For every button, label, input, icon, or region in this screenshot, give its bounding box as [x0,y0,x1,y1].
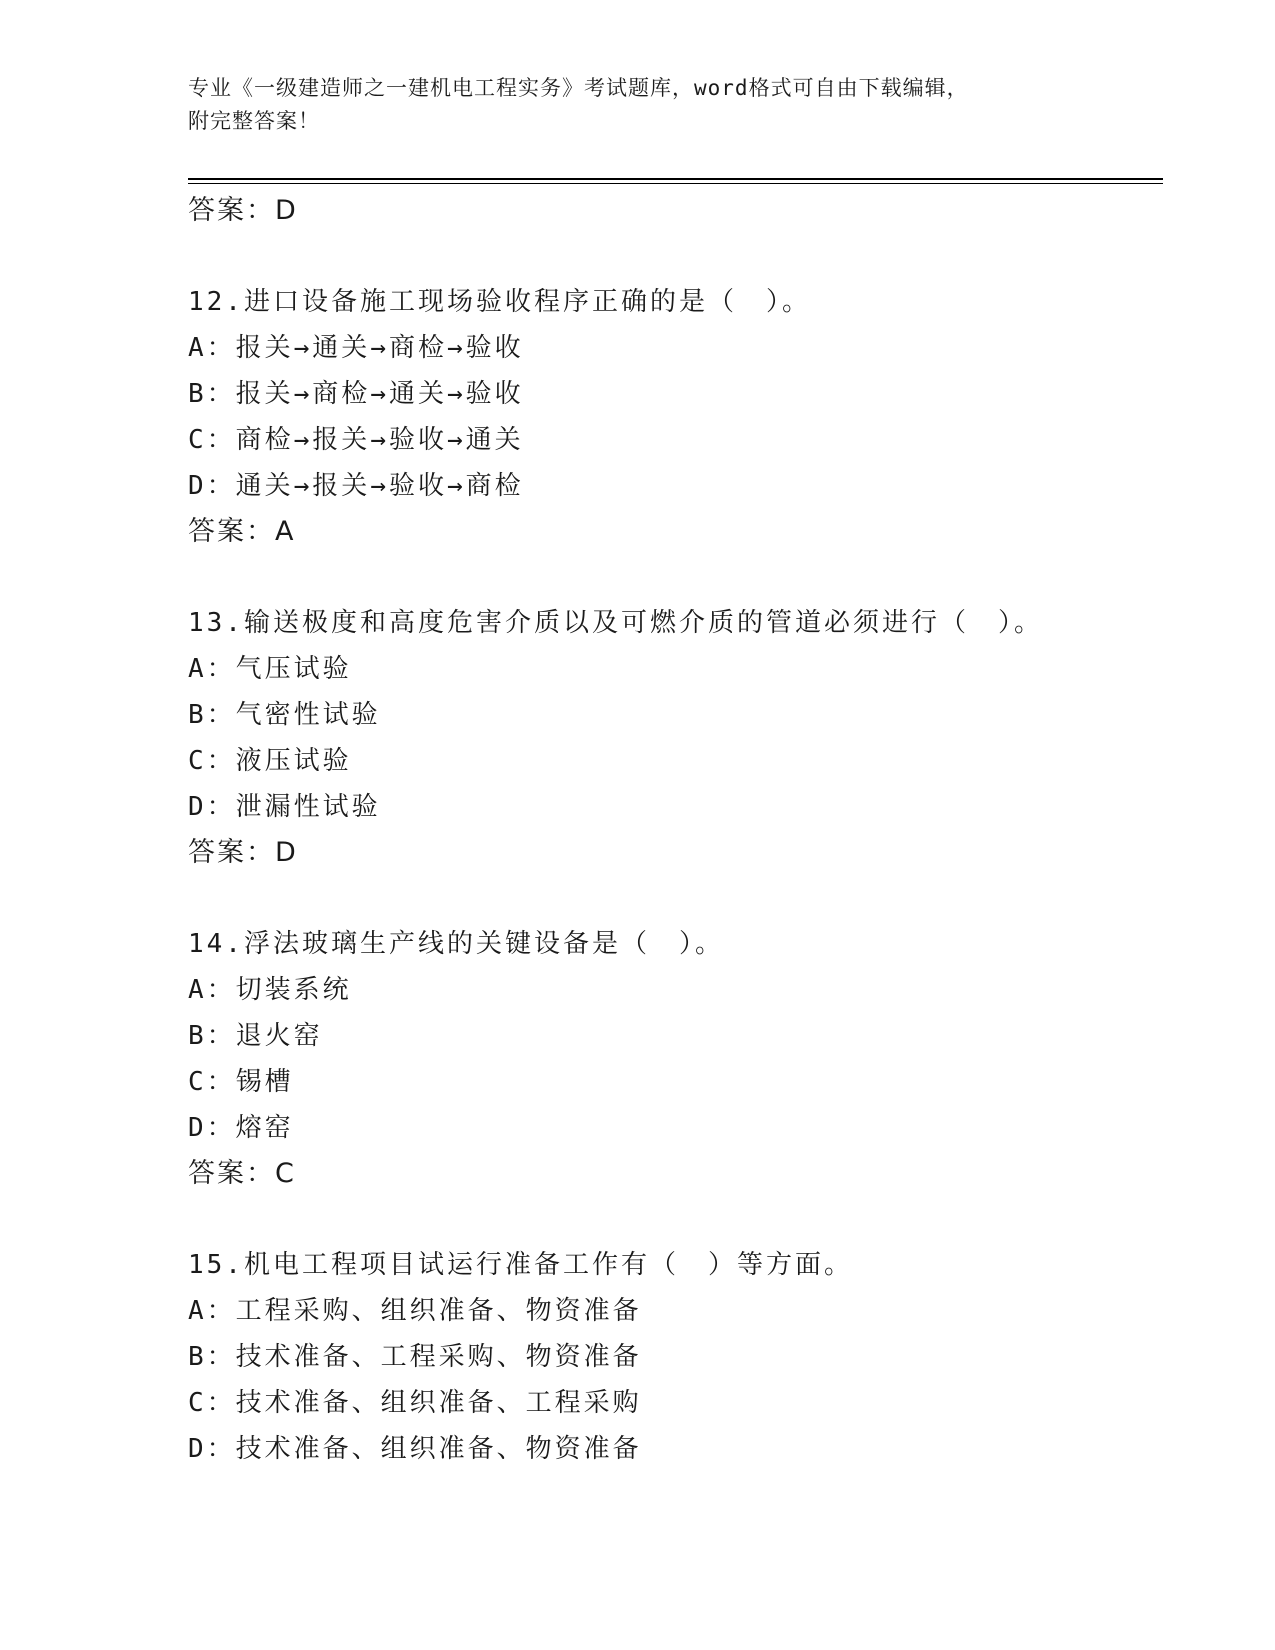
option-b: B：退火窑 [188,1021,323,1051]
document-header [188,72,1088,138]
question-text: 12.进口设备施工现场验收程序正确的是（ ）。 [188,287,811,317]
spacer [188,555,1163,600]
option-a: A：报关→通关→商检→验收 [188,333,524,363]
question-text: 13.输送极度和高度危害介质以及可燃介质的管道必须进行（ ）。 [188,608,1043,638]
spacer [188,876,1163,921]
header-line-2: 附完整答案！ [188,109,320,133]
question-text: 15.机电工程项目试运行准备工作有（ ）等方面。 [188,1250,853,1280]
option-a: A：工程采购、组织准备、物资准备 [188,1296,642,1326]
option-b: B：技术准备、工程采购、物资准备 [188,1342,642,1372]
option-a: A：气压试验 [188,654,352,684]
question-text: 14.浮法玻璃生产线的关键设备是（ ）。 [188,929,724,959]
question-block-12 [188,279,1163,555]
option-b: B：气密性试验 [188,700,381,730]
option-c: C：技术准备、组织准备、工程采购 [188,1388,642,1418]
question-block-14 [188,921,1163,1197]
answer-line: 答案：C [188,1158,296,1189]
header-rule-thin [188,183,1163,184]
option-a: A：切装系统 [188,975,352,1005]
option-c: C：商检→报关→验收→通关 [188,425,524,455]
option-d: D：熔窑 [188,1113,294,1143]
answer-line: 答案：A [188,516,296,547]
option-d: D：泄漏性试验 [188,792,381,822]
document-body [188,188,1163,1472]
header-rule-thick [188,178,1163,180]
question-block-13 [188,600,1163,876]
answer-line: 答案：D [188,195,298,226]
question-block-15 [188,1242,1163,1472]
option-d: D：通关→报关→验收→商检 [188,471,524,501]
answer-line: 答案：D [188,837,298,868]
option-c: C：锡槽 [188,1067,294,1097]
spacer [188,1197,1163,1242]
spacer [188,234,1163,279]
option-c: C：液压试验 [188,746,352,776]
header-line-1: 专业《一级建造师之一建机电工程实务》考试题库，word格式可自由下载编辑， [188,76,969,100]
option-d: D：技术准备、组织准备、物资准备 [188,1434,642,1464]
option-b: B：报关→商检→通关→验收 [188,379,524,409]
